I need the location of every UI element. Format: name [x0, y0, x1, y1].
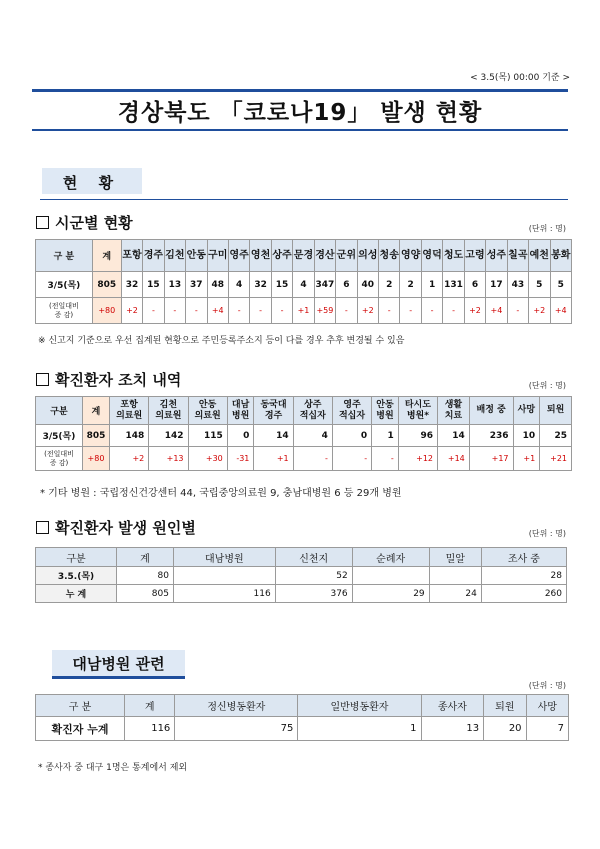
measures-row2-value: +1 [254, 447, 293, 471]
measures-col-header: 동국대 경주 [254, 397, 293, 425]
measures-col-header: 안동 병원 [372, 397, 399, 425]
city-row1-value: 13 [164, 272, 185, 298]
causes-header: 신천지 [275, 548, 352, 567]
causes-unit: (단위 : 명) [528, 529, 566, 538]
city-row1-label: 3/5(목) [36, 272, 93, 298]
city-row2-value: +59 [314, 298, 335, 324]
daenam-cell: 20 [484, 717, 526, 741]
measures-row2-label-a: (전일대비 [44, 449, 74, 458]
daenam-unit: (단위 : 명) [528, 681, 566, 690]
city-row2-value: - [336, 298, 357, 324]
city-col-header: 영덕 [421, 240, 442, 272]
daenam-header: 정신병동환자 [175, 695, 298, 717]
city-row2-value: - [186, 298, 207, 324]
city-heading [36, 212, 133, 233]
city-col-header: 고령 [464, 240, 485, 272]
city-row1-value: 347 [314, 272, 335, 298]
measures-col-header: 포항 의료원 [110, 397, 149, 425]
city-col-header: 청송 [379, 240, 400, 272]
daenam-cell: 1 [298, 717, 421, 741]
city-header-total: 계 [92, 240, 121, 272]
daenam-header: 퇴원 [484, 695, 526, 717]
checkbox-square-icon [36, 373, 49, 386]
daenam-row-label: 확진자 누계 [36, 717, 125, 741]
city-col-header: 경산 [314, 240, 335, 272]
city-row2-value: - [421, 298, 442, 324]
daenam-header: 계 [125, 695, 175, 717]
measures-row2-value: -31 [227, 447, 254, 471]
measures-row2-label-b: 증 감) [49, 458, 69, 467]
daenam-header: 일반병동환자 [298, 695, 421, 717]
measures-col-header: 사망 [513, 397, 540, 425]
daenam-cell: 7 [526, 717, 568, 741]
city-row2-value: - [507, 298, 528, 324]
causes-cell: 80 [117, 567, 174, 585]
city-col-header: 봉화 [550, 240, 572, 272]
city-row2-value: - [271, 298, 292, 324]
measures-row1-value: 1 [372, 425, 399, 447]
checkbox-square-icon [36, 216, 49, 229]
daenam-table [35, 694, 569, 741]
causes-cell: 52 [275, 567, 352, 585]
causes-cell: 116 [173, 585, 275, 603]
causes-cell [429, 567, 481, 585]
city-col-header: 포항 [121, 240, 142, 272]
city-row2-value: +4 [486, 298, 507, 324]
measures-heading-text: 확진환자 조치 내역 [55, 371, 182, 389]
city-col-header: 안동 [186, 240, 207, 272]
city-header-first: 구 분 [36, 240, 93, 272]
section-label: 현 황 [62, 174, 122, 192]
city-col-header: 구미 [207, 240, 228, 272]
city-col-header: 예천 [529, 240, 550, 272]
city-unit: (단위 : 명) [528, 224, 566, 233]
measures-row1-value: 115 [188, 425, 227, 447]
measures-row2-value: +12 [398, 447, 437, 471]
measures-row1-value: 14 [254, 425, 293, 447]
causes-cell: 29 [352, 585, 429, 603]
city-row1-value: 6 [464, 272, 485, 298]
city-row2-value: - [143, 298, 164, 324]
city-row2-value: +2 [529, 298, 550, 324]
city-row2-label [36, 298, 93, 324]
city-row2-value: - [443, 298, 464, 324]
measures-col-header: 영주 적십자 [332, 397, 371, 425]
city-row1-value: 2 [379, 272, 400, 298]
city-row1-total: 805 [92, 272, 121, 298]
city-col-header: 상주 [271, 240, 292, 272]
city-col-header: 군위 [336, 240, 357, 272]
reference-time-stamp: < 3.5(목) 00:00 기준 > [470, 73, 570, 83]
city-table [35, 239, 572, 324]
city-col-header: 경주 [143, 240, 164, 272]
causes-heading [36, 517, 196, 538]
daenam-cell: 116 [125, 717, 175, 741]
city-row1-value: 40 [357, 272, 378, 298]
measures-row2-value: - [332, 447, 371, 471]
title-rule-bottom [32, 129, 568, 131]
city-row1-value: 32 [250, 272, 271, 298]
measures-row2-value: +1 [513, 447, 540, 471]
daenam-header: 사망 [526, 695, 568, 717]
causes-cell [173, 567, 275, 585]
measures-col-header: 배정 중 [469, 397, 513, 425]
city-row1-value: 15 [271, 272, 292, 298]
measures-row2-value: - [372, 447, 399, 471]
city-row1-value: 4 [228, 272, 249, 298]
measures-row1-label: 3/5(목) [36, 425, 83, 447]
city-row2-value: +4 [550, 298, 572, 324]
title-rule-top [32, 89, 568, 92]
causes-header: 구분 [36, 548, 117, 567]
measures-table [35, 396, 572, 471]
causes-header: 밀알 [429, 548, 481, 567]
measures-row1-value: 96 [398, 425, 437, 447]
measures-row1-value: 0 [332, 425, 371, 447]
city-row2-value: +2 [121, 298, 142, 324]
measures-col-header: 김천 의료원 [149, 397, 188, 425]
city-row1-value: 5 [550, 272, 572, 298]
causes-table [35, 547, 567, 603]
city-row1-value: 4 [293, 272, 314, 298]
city-heading-text: 시군별 현황 [55, 214, 133, 232]
city-row2-label-a: (전일대비 [49, 301, 79, 310]
city-row2-value: - [228, 298, 249, 324]
causes-cell [352, 567, 429, 585]
measures-row2-value: +17 [469, 447, 513, 471]
daenam-note: * 종사자 중 대구 1명은 통계에서 제외 [38, 763, 188, 773]
causes-row-label: 누 계 [36, 585, 117, 603]
page-title: 경상북도 「코로나19」 발생 현황 [117, 100, 483, 126]
causes-header: 대남병원 [173, 548, 275, 567]
section-underline [40, 199, 568, 200]
causes-cell: 28 [481, 567, 566, 585]
measures-col-header: 생활 치료 [438, 397, 470, 425]
causes-cell: 376 [275, 585, 352, 603]
causes-cell: 260 [481, 585, 566, 603]
city-note: ※ 신고지 기준으로 우선 집계된 현황으로 주민등록주소지 등이 다를 경우 추후 변경될 수 있음 [38, 336, 405, 346]
causes-heading-text: 확진환자 발생 원인별 [55, 519, 196, 537]
city-row1-value: 5 [529, 272, 550, 298]
measures-col-header: 상주 적십자 [293, 397, 332, 425]
daenam-cell: 13 [421, 717, 484, 741]
measures-row2-value: +13 [149, 447, 188, 471]
measures-row1-value: 25 [540, 425, 572, 447]
city-col-header: 성주 [486, 240, 507, 272]
city-row1-value: 32 [121, 272, 142, 298]
measures-row2-value: +30 [188, 447, 227, 471]
measures-unit: (단위 : 명) [528, 381, 566, 390]
city-row1-value: 2 [400, 272, 421, 298]
city-col-header: 영주 [228, 240, 249, 272]
city-row2-value: +4 [207, 298, 228, 324]
city-row1-value: 131 [443, 272, 464, 298]
measures-row2-value: +14 [438, 447, 470, 471]
city-col-header: 영양 [400, 240, 421, 272]
causes-header: 순례자 [352, 548, 429, 567]
city-col-header: 칠곡 [507, 240, 528, 272]
measures-row2-label [36, 447, 83, 471]
city-col-header: 김천 [164, 240, 185, 272]
measures-row2-value: +2 [110, 447, 149, 471]
city-row1-value: 43 [507, 272, 528, 298]
measures-row2-total: +80 [83, 447, 110, 471]
city-row1-value: 37 [186, 272, 207, 298]
measures-col-header: 퇴원 [540, 397, 572, 425]
daenam-label-underline [52, 676, 185, 679]
city-col-header: 청도 [443, 240, 464, 272]
city-row1-value: 17 [486, 272, 507, 298]
measures-row1-total: 805 [83, 425, 110, 447]
city-row2-value: +2 [464, 298, 485, 324]
daenam-header: 구 분 [36, 695, 125, 717]
causes-header: 계 [117, 548, 174, 567]
daenam-header: 종사자 [421, 695, 484, 717]
measures-row2-value: +21 [540, 447, 572, 471]
city-col-header: 문경 [293, 240, 314, 272]
measures-row1-value: 14 [438, 425, 470, 447]
measures-col-header: 대남 병원 [227, 397, 254, 425]
measures-col-header: 안동 의료원 [188, 397, 227, 425]
city-row2-label-b: 증 감) [54, 310, 74, 319]
city-row1-value: 6 [336, 272, 357, 298]
measures-note: * 기타 병원 : 국립정신건강센터 44, 국립중앙의료원 9, 충남대병원 6 등 29개 병원 [40, 488, 402, 499]
city-row1-value: 15 [143, 272, 164, 298]
measures-header-first: 구분 [36, 397, 83, 425]
city-row2-value: +2 [357, 298, 378, 324]
measures-col-header: 타시도 병원* [398, 397, 437, 425]
measures-row1-value: 10 [513, 425, 540, 447]
measures-row1-value: 148 [110, 425, 149, 447]
causes-cell: 24 [429, 585, 481, 603]
city-row1-value: 1 [421, 272, 442, 298]
city-row2-value: - [164, 298, 185, 324]
causes-row-label: 3.5.(목) [36, 567, 117, 585]
measures-row1-value: 236 [469, 425, 513, 447]
city-row2-value: - [400, 298, 421, 324]
daenam-cell: 75 [175, 717, 298, 741]
checkbox-square-icon [36, 521, 49, 534]
city-col-header: 의성 [357, 240, 378, 272]
measures-row2-value: - [293, 447, 332, 471]
causes-cell: 805 [117, 585, 174, 603]
city-col-header: 영천 [250, 240, 271, 272]
city-row2-value: +1 [293, 298, 314, 324]
measures-row1-value: 0 [227, 425, 254, 447]
city-row1-value: 48 [207, 272, 228, 298]
causes-header: 조사 중 [481, 548, 566, 567]
city-row2-value: - [250, 298, 271, 324]
measures-row1-value: 142 [149, 425, 188, 447]
measures-row1-value: 4 [293, 425, 332, 447]
city-row2-value: - [379, 298, 400, 324]
measures-header-total: 계 [83, 397, 110, 425]
measures-heading [36, 369, 181, 390]
city-row2-total: +80 [92, 298, 121, 324]
daenam-section-label: 대남병원 관련 [72, 655, 165, 673]
